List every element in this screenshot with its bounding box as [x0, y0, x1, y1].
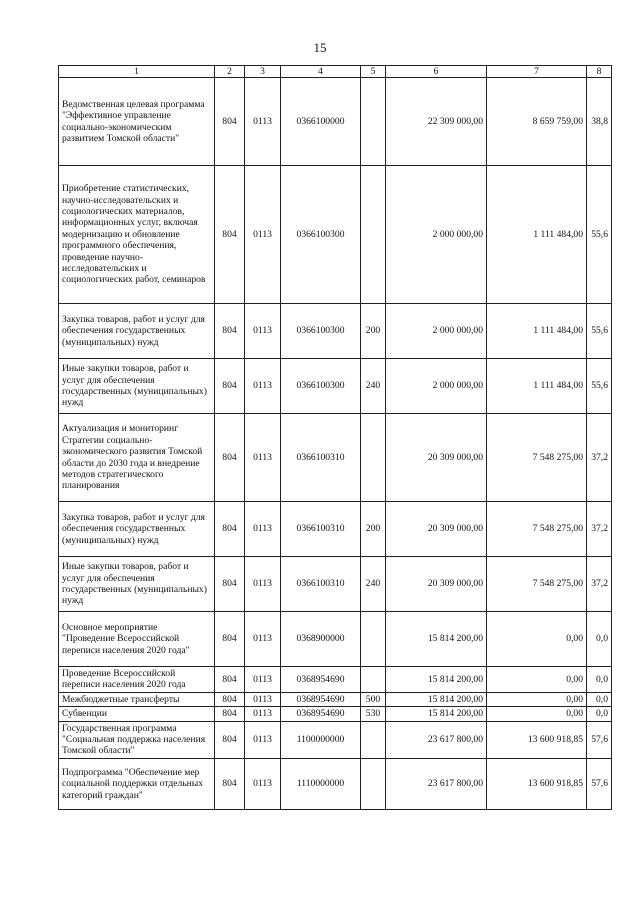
- table-row: [59, 721, 612, 758]
- header-cell: 2: [215, 66, 245, 78]
- table-row: [59, 667, 612, 693]
- actual-amount-cell: 13 600 918,85: [487, 758, 587, 809]
- row-name-cell: Проведение Всероссийской переписи населения 2020 года: [59, 667, 215, 693]
- actual-amount-cell: 1 111 484,00: [487, 359, 587, 414]
- row-name-cell: Закупка товаров, работ и услуг для обеспечения государственных (муниципальных) нужд: [59, 304, 215, 359]
- ministry-code-cell: 804: [215, 707, 245, 721]
- actual-amount-cell: 7 548 275,00: [487, 557, 587, 612]
- expense-type-cell: 200: [361, 502, 386, 557]
- expense-type-cell: [361, 414, 386, 502]
- actual-amount-cell: 13 600 918,85: [487, 721, 587, 758]
- expense-type-cell: [361, 758, 386, 809]
- row-name-cell: Подпрограмма "Обеспечение мер социальной поддержки отдельных категорий граждан": [59, 758, 215, 809]
- table-row: [59, 692, 612, 706]
- target-article-cell: 0366100300: [281, 359, 361, 414]
- plan-amount-cell: 23 617 800,00: [386, 758, 487, 809]
- ministry-code-cell: 804: [215, 78, 245, 166]
- table-row: [59, 166, 612, 304]
- row-name-cell: Ведомственная целевая программа "Эффективное управление социально-экономическим развитием Томской области": [59, 78, 215, 166]
- ministry-code-cell: 804: [215, 667, 245, 693]
- table-row: [59, 557, 612, 612]
- section-code-cell: 0113: [245, 166, 281, 304]
- table-row: [59, 304, 612, 359]
- expense-type-cell: [361, 667, 386, 693]
- ministry-code-cell: 804: [215, 557, 245, 612]
- target-article-cell: 0366100310: [281, 414, 361, 502]
- target-article-cell: 0366100310: [281, 557, 361, 612]
- table-row: [59, 758, 612, 809]
- header-cell: 6: [386, 66, 487, 78]
- plan-amount-cell: 2 000 000,00: [386, 359, 487, 414]
- ministry-code-cell: 804: [215, 166, 245, 304]
- ministry-code-cell: 804: [215, 721, 245, 758]
- percent-cell: 0,0: [587, 707, 612, 721]
- expense-type-cell: [361, 721, 386, 758]
- table-row: [59, 414, 612, 502]
- plan-amount-cell: 2 000 000,00: [386, 304, 487, 359]
- ministry-code-cell: 804: [215, 612, 245, 667]
- plan-amount-cell: 20 309 000,00: [386, 414, 487, 502]
- header-cell: 3: [245, 66, 281, 78]
- section-code-cell: 0113: [245, 692, 281, 706]
- row-name-cell: Межбюджетные трансферты: [59, 692, 215, 706]
- header-cell: 8: [587, 66, 612, 78]
- expense-type-cell: [361, 166, 386, 304]
- expense-type-cell: 530: [361, 707, 386, 721]
- expense-type-cell: [361, 612, 386, 667]
- row-name-cell: Субвенции: [59, 707, 215, 721]
- header-row: [59, 66, 612, 78]
- row-name-cell: Иные закупки товаров, работ и услуг для обеспечения государственных (муниципальных) нужд: [59, 557, 215, 612]
- plan-amount-cell: 2 000 000,00: [386, 166, 487, 304]
- percent-cell: 37,2: [587, 414, 612, 502]
- table-row: [59, 612, 612, 667]
- target-article-cell: 0368954690: [281, 667, 361, 693]
- budget-table: [58, 65, 612, 810]
- section-code-cell: 0113: [245, 304, 281, 359]
- expense-type-cell: 500: [361, 692, 386, 706]
- plan-amount-cell: 22 309 000,00: [386, 78, 487, 166]
- percent-cell: 57,6: [587, 758, 612, 809]
- percent-cell: 0,0: [587, 667, 612, 693]
- table-row: [59, 359, 612, 414]
- row-name-cell: Актуализация и мониторинг Стратегии социально-экономического развития Томской области до 2030 года и внедрение методов стратегического планирования: [59, 414, 215, 502]
- ministry-code-cell: 804: [215, 359, 245, 414]
- plan-amount-cell: 20 309 000,00: [386, 557, 487, 612]
- actual-amount-cell: 0,00: [487, 707, 587, 721]
- ministry-code-cell: 804: [215, 414, 245, 502]
- ministry-code-cell: 804: [215, 692, 245, 706]
- plan-amount-cell: 15 814 200,00: [386, 692, 487, 706]
- row-name-cell: Основное мероприятие "Проведение Всероссийской переписи населения 2020 года": [59, 612, 215, 667]
- expense-type-cell: [361, 78, 386, 166]
- target-article-cell: 0366100300: [281, 304, 361, 359]
- target-article-cell: 1100000000: [281, 721, 361, 758]
- expense-type-cell: 240: [361, 359, 386, 414]
- table-body: [59, 78, 612, 810]
- section-code-cell: 0113: [245, 502, 281, 557]
- target-article-cell: 0368954690: [281, 707, 361, 721]
- percent-cell: 37,2: [587, 502, 612, 557]
- target-article-cell: 0368900000: [281, 612, 361, 667]
- plan-amount-cell: 15 814 200,00: [386, 707, 487, 721]
- actual-amount-cell: 1 111 484,00: [487, 304, 587, 359]
- page-number: 15: [313, 40, 327, 55]
- actual-amount-cell: 8 659 759,00: [487, 78, 587, 166]
- section-code-cell: 0113: [245, 721, 281, 758]
- table-row: [59, 502, 612, 557]
- plan-amount-cell: 20 309 000,00: [386, 502, 487, 557]
- row-name-cell: Приобретение статистических, научно-исследовательских и социологических материалов, информационных услуг, включая модернизацию и обновление программного обеспечения, проведение научно-исследовательских и социологических работ, семинаров: [59, 166, 215, 304]
- row-name-cell: Иные закупки товаров, работ и услуг для обеспечения государственных (муниципальных) нужд: [59, 359, 215, 414]
- ministry-code-cell: 804: [215, 304, 245, 359]
- section-code-cell: 0113: [245, 78, 281, 166]
- target-article-cell: 0368954690: [281, 692, 361, 706]
- ministry-code-cell: 804: [215, 758, 245, 809]
- header-cell: 1: [59, 66, 215, 78]
- percent-cell: 55,6: [587, 304, 612, 359]
- actual-amount-cell: 7 548 275,00: [487, 502, 587, 557]
- target-article-cell: 0366100000: [281, 78, 361, 166]
- actual-amount-cell: 0,00: [487, 667, 587, 693]
- section-code-cell: 0113: [245, 758, 281, 809]
- section-code-cell: 0113: [245, 359, 281, 414]
- actual-amount-cell: 0,00: [487, 692, 587, 706]
- header-cell: 7: [487, 66, 587, 78]
- row-name-cell: Закупка товаров, работ и услуг для обеспечения государственных (муниципальных) нужд: [59, 502, 215, 557]
- row-name-cell: Государственная программа "Социальная поддержка населения Томской области": [59, 721, 215, 758]
- table-row: [59, 78, 612, 166]
- actual-amount-cell: 1 111 484,00: [487, 166, 587, 304]
- percent-cell: 0,0: [587, 692, 612, 706]
- ministry-code-cell: 804: [215, 502, 245, 557]
- actual-amount-cell: 0,00: [487, 612, 587, 667]
- section-code-cell: 0113: [245, 667, 281, 693]
- header-cell: 4: [281, 66, 361, 78]
- target-article-cell: 0366100300: [281, 166, 361, 304]
- percent-cell: 37,2: [587, 557, 612, 612]
- section-code-cell: 0113: [245, 612, 281, 667]
- plan-amount-cell: 15 814 200,00: [386, 667, 487, 693]
- table-row: [59, 707, 612, 721]
- section-code-cell: 0113: [245, 707, 281, 721]
- percent-cell: 55,6: [587, 166, 612, 304]
- target-article-cell: 1110000000: [281, 758, 361, 809]
- header-cell: 5: [361, 66, 386, 78]
- expense-type-cell: 200: [361, 304, 386, 359]
- percent-cell: 0,0: [587, 612, 612, 667]
- actual-amount-cell: 7 548 275,00: [487, 414, 587, 502]
- plan-amount-cell: 15 814 200,00: [386, 612, 487, 667]
- percent-cell: 55,6: [587, 359, 612, 414]
- percent-cell: 38,8: [587, 78, 612, 166]
- target-article-cell: 0366100310: [281, 502, 361, 557]
- section-code-cell: 0113: [245, 414, 281, 502]
- percent-cell: 57,6: [587, 721, 612, 758]
- plan-amount-cell: 23 617 800,00: [386, 721, 487, 758]
- expense-type-cell: 240: [361, 557, 386, 612]
- section-code-cell: 0113: [245, 557, 281, 612]
